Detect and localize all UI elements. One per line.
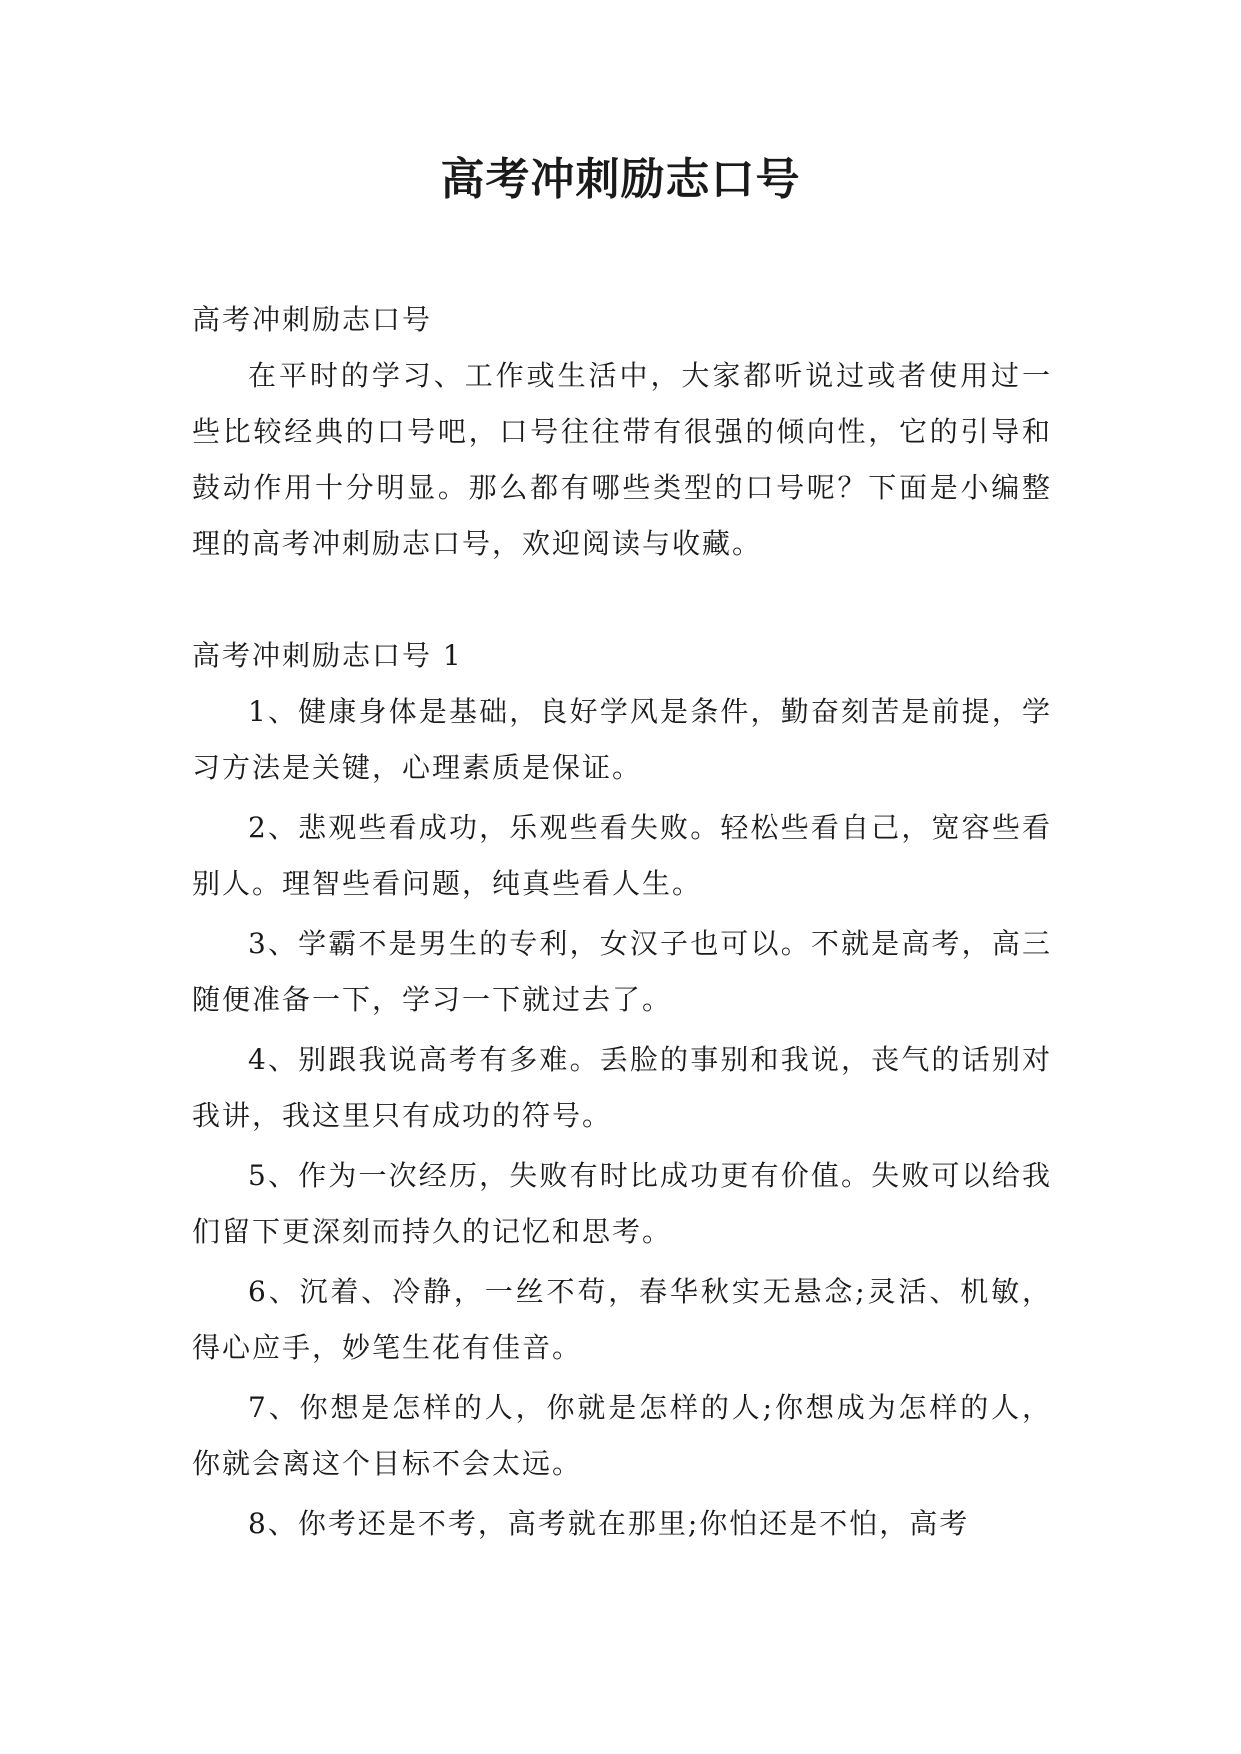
list-item: 5、作为一次经历，失败有时比成功更有价值。失败可以给我们留下更深刻而持久的记忆和思考。 bbox=[192, 1159, 1052, 1248]
document-title: 高考冲刺励志口号 bbox=[440, 154, 801, 205]
list-item: 1、健康身体是基础，良好学风是条件，勤奋刻苦是前提，学习方法是关键，心理素质是保证。 bbox=[192, 695, 1052, 784]
document-body bbox=[192, 292, 1052, 1556]
section-heading: 高考冲刺励志口号 1 bbox=[192, 639, 463, 672]
list-item: 8、你考还是不考，高考就在那里;你怕还是不怕，高考 bbox=[248, 1507, 970, 1540]
list-item: 2、悲观些看成功，乐观些看失败。轻松些看自己，宽容些看别人。理智些看问题，纯真些看人生。 bbox=[192, 811, 1052, 900]
slogan-list bbox=[192, 684, 1052, 1552]
spacer bbox=[192, 572, 1052, 628]
list-item: 7、你想是怎样的人，你就是怎样的人;你想成为怎样的人，你就会离这个目标不会太远。 bbox=[192, 1391, 1052, 1480]
document-subtitle: 高考冲刺励志口号 bbox=[192, 303, 433, 336]
list-item: 6、沉着、冷静，一丝不苟，春华秋实无悬念;灵活、机敏，得心应手，妙笔生花有佳音。 bbox=[192, 1275, 1052, 1364]
intro-paragraph: 在平时的学习、工作或生活中，大家都听说过或者使用过一些比较经典的口号吧，口号往往带有很强的倾向性，它的引导和鼓动作用十分明显。那么都有哪些类型的口号呢？下面是小编整理的高考冲刺励志口号，欢迎阅读与收藏。 bbox=[192, 359, 1052, 560]
list-item: 4、别跟我说高考有多难。丢脸的事别和我说，丧气的话别对我讲，我这里只有成功的符号。 bbox=[192, 1043, 1052, 1132]
list-item: 3、学霸不是男生的专利，女汉子也可以。不就是高考，高三随便准备一下，学习一下就过去了。 bbox=[192, 927, 1052, 1016]
